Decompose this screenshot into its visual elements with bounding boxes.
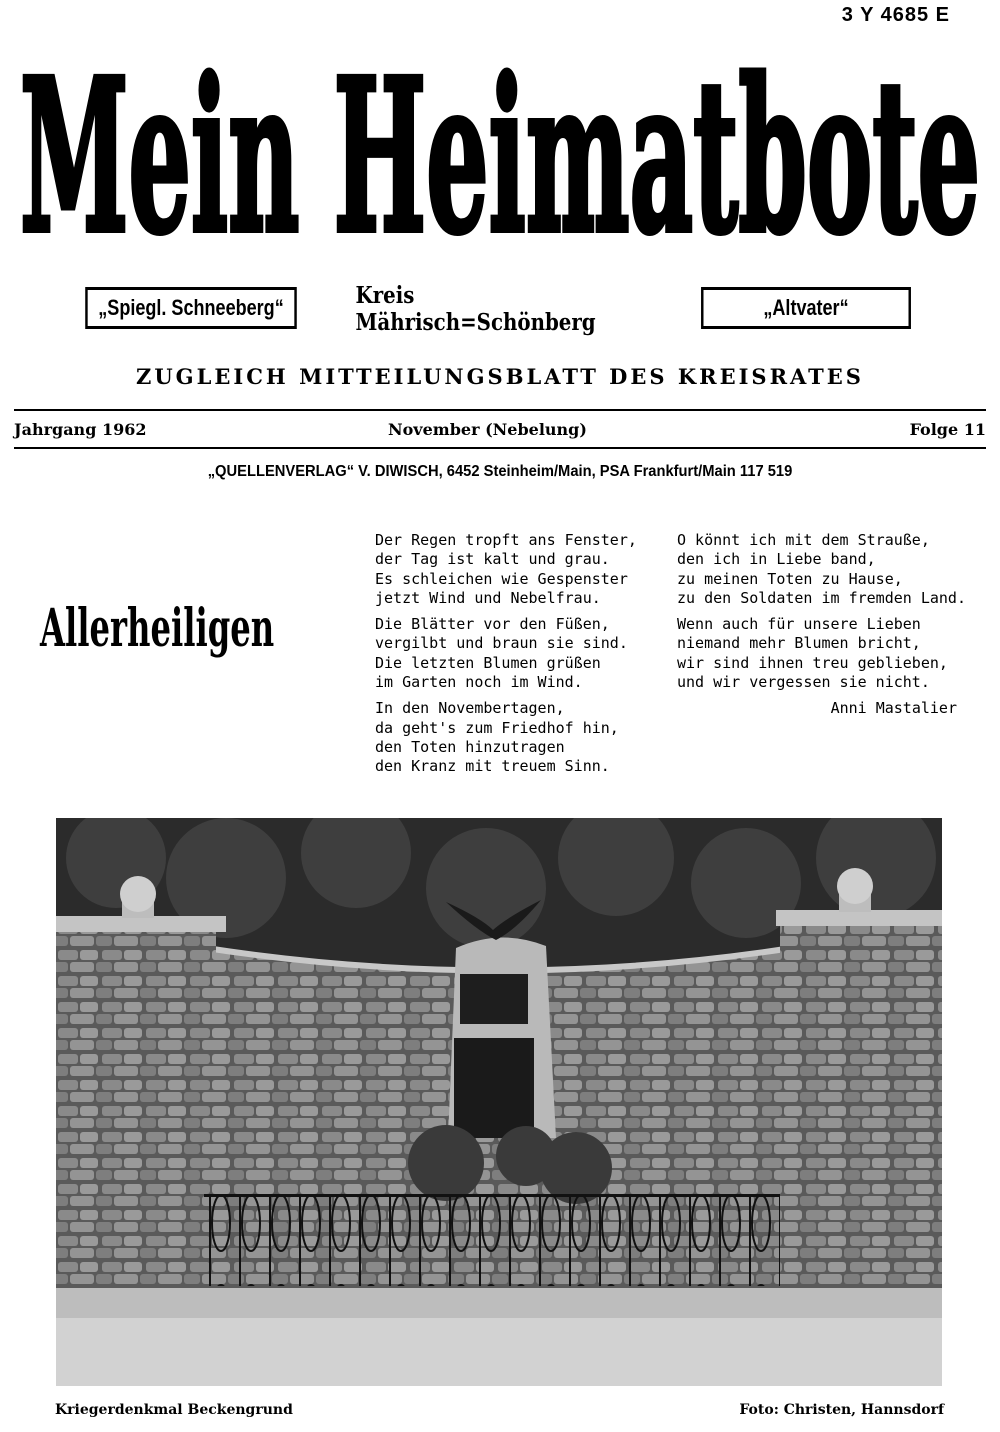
poem-line: da geht's zum Friedhof hin, — [375, 718, 619, 737]
poem-title: Allerheiligen — [40, 598, 275, 659]
divider-bottom — [14, 447, 986, 449]
poem-line: den Kranz mit treuem Sinn. — [375, 757, 610, 776]
poem-line: Es schleichen wie Gespenster — [375, 569, 628, 588]
poem-column-2 — [677, 531, 966, 719]
issue-number: Folge 11 — [909, 420, 986, 439]
volume-year: Jahrgang 1962 — [14, 420, 147, 439]
issue-month: November (Nebelung) — [388, 420, 587, 439]
photo-caption: Kriegerdenkmal Beckengrund — [55, 1402, 293, 1418]
poem-line: der Tag ist kalt und grau. — [375, 550, 610, 569]
masthead-text: Mein Heimatbote — [20, 33, 980, 270]
memorial-photo — [56, 818, 942, 1386]
poem-line: Die Blätter vor den Füßen, — [375, 615, 610, 634]
poem-line: O könnt ich mit dem Strauße, — [677, 531, 930, 549]
publisher-line: „QUELLENVERLAG“ V. DIWISCH, 6452 Steinheim/Main, PSA Frankfurt/Main 117 519 — [207, 463, 793, 480]
poem-line: und wir vergessen sie nicht. — [677, 673, 930, 692]
photo-credit: Foto: Christen, Hannsdorf — [739, 1402, 944, 1418]
district-label: Kreis Mährisch=Schönberg — [355, 282, 596, 336]
stanza — [375, 615, 637, 692]
poem-author: Anni Mastalier — [830, 699, 957, 718]
subtitle: ZUGLEICH MITTEILUNGSBLATT DES KREISRATES — [136, 364, 864, 389]
poem-line: In den Novembertagen, — [375, 699, 565, 718]
poem-line: Der Regen tropft ans Fenster, — [375, 531, 637, 549]
poem-line: niemand mehr Blumen bricht, — [677, 634, 921, 653]
stanza — [677, 531, 966, 608]
masthead-title — [10, 30, 990, 270]
poem-line: wir sind ihnen treu geblieben, — [677, 653, 948, 672]
poem-line: jetzt Wind und Nebelfrau. — [375, 588, 601, 607]
region-box-left: „Spiegl. Schneeberg“ — [85, 287, 297, 329]
poem-column-1 — [375, 531, 637, 784]
stanza — [375, 699, 637, 776]
poem-line: Wenn auch für unsere Lieben — [677, 615, 921, 634]
divider-top — [14, 409, 986, 411]
poem-line: vergilbt und braun sie sind. — [375, 634, 628, 653]
stanza — [677, 615, 966, 692]
poem-line: im Garten noch im Wind. — [375, 673, 583, 692]
stanza — [375, 531, 637, 608]
poem-line: den ich in Liebe band, — [677, 550, 876, 569]
poem-line: zu den Soldaten im fremden Land. — [677, 588, 966, 607]
dateline — [14, 418, 986, 444]
poem-line: Die letzten Blumen grüßen — [375, 653, 601, 672]
poem-line: zu meinen Toten zu Hause, — [677, 569, 903, 588]
region-box-right: „Altvater“ — [701, 287, 911, 329]
poem-line: den Toten hinzutragen — [375, 737, 565, 756]
catalog-code: 3 Y 4685 E — [841, 4, 950, 26]
